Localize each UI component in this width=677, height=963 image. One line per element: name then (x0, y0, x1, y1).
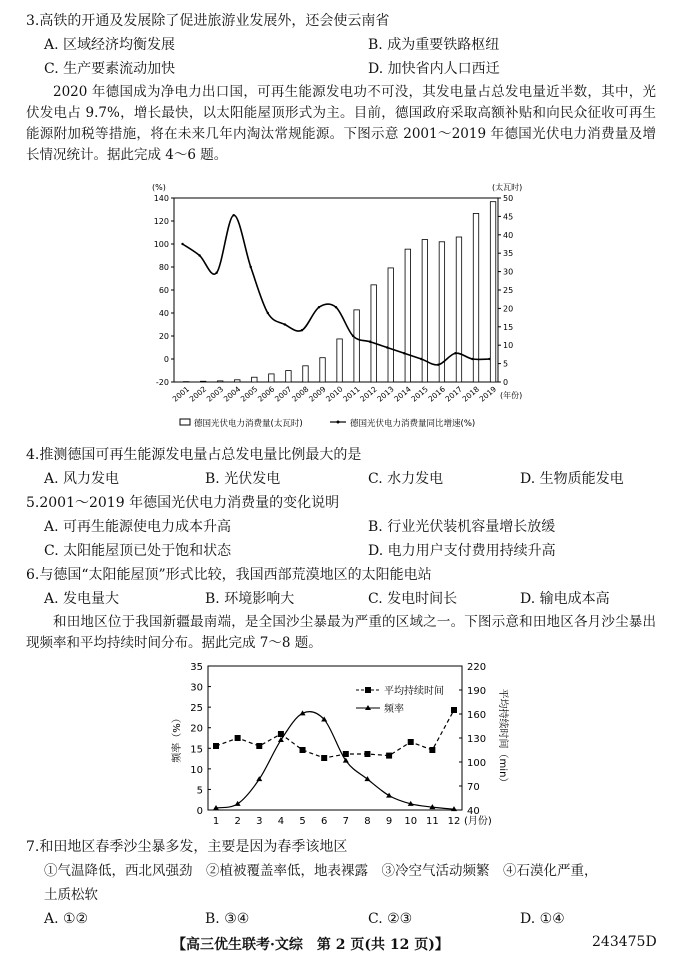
right-tick-label: 0 (503, 378, 509, 387)
x-tick-label: 2018 (460, 384, 482, 404)
right-tick-label: 20 (503, 304, 514, 314)
x-tick-label: 3 (256, 816, 263, 827)
left-tick-label: 0 (163, 355, 169, 364)
x-tick-label: 2016 (426, 384, 447, 404)
q3-stem: 3.高铁的开通及发展除了促进旅游业发展外，还会使云南省 (26, 13, 390, 29)
bar-2018 (473, 213, 478, 382)
q7-choices-line2: 土质松软 (44, 887, 98, 903)
left-tick-label: 120 (153, 217, 169, 226)
left-tick-label: 10 (190, 764, 203, 776)
bar-2002 (200, 381, 205, 382)
x-tick-label: 2005 (238, 384, 260, 404)
x-tick-label: 2007 (273, 384, 294, 404)
right-tick-label: 190 (467, 686, 487, 697)
x-tick-label: 2 (234, 816, 241, 827)
x-tick-label: 2010 (324, 384, 345, 404)
left-tick-label: 20 (158, 332, 169, 341)
q6-stem: 6.与德国“太阳能屋顶”形式比较，我国西部荒漠地区的太阳能电站 (26, 567, 432, 583)
right-tick-label: 40 (467, 806, 480, 817)
left-tick-label: 30 (190, 682, 203, 694)
x-tick-label: 2002 (187, 384, 209, 404)
q6-option-b: B. 环境影响大 (205, 591, 295, 607)
x-tick-label: 2017 (443, 384, 464, 404)
duration-point-5 (300, 747, 306, 753)
x-tick-label: 8 (364, 816, 371, 827)
q7-option-d: D. ①④ (520, 911, 565, 927)
passage-1: 2020 年德国成为净电力出口国，可再生能源发电功不可没，其发电量占总发电量近半数，其中，光伏发电占 9.7%，增长最快，以太阳能屋顶形式为主。目前，德国政府采取高额补贴和向民众征收可再生能源附加税等措施，将在未来几年内淘汰常规能源。下图示意 2001～2019 年德国光伏电力消费量及增长情况统计。据此完成 4～6 题。 (26, 84, 656, 163)
bar-2009 (320, 358, 325, 382)
x-tick-label: 2019 (477, 384, 499, 404)
bar-2019 (490, 202, 495, 382)
growth-point-2001 (181, 243, 183, 245)
x-tick-label: 4 (277, 816, 285, 827)
bar-2013 (388, 268, 393, 382)
q4-option-c: C. 水力发电 (368, 471, 444, 487)
x-tick-label: 12 (447, 816, 461, 827)
plot-frame (174, 198, 498, 382)
growth-point-2019 (488, 358, 490, 360)
right-tick-label: 40 (503, 230, 514, 240)
q7-option-c: C. ②③ (368, 911, 413, 927)
duration-point-1 (213, 743, 219, 749)
bar-2007 (286, 371, 291, 382)
q3-option-c: C. 生产要素流动加快 (44, 61, 176, 77)
right-tick-label: 45 (503, 212, 514, 222)
left-tick-label: -20 (155, 378, 169, 387)
growth-point-2010 (335, 306, 337, 308)
legend-duration-marker (365, 687, 371, 693)
x-tick-label: 7 (342, 816, 350, 827)
q3-option-d: D. 加快省内人口西迁 (368, 61, 500, 77)
duration-point-3 (256, 743, 262, 749)
q7-option-a: A. ①② (44, 911, 89, 927)
q4-option-b: B. 光伏发电 (205, 471, 281, 487)
duration-point-2 (235, 735, 241, 741)
x-tick-label: 2015 (409, 384, 430, 404)
x-tick-label: 11 (425, 816, 439, 827)
left-tick-label: 5 (196, 785, 203, 797)
frequency-line (216, 712, 454, 810)
left-tick-label: 15 (190, 744, 203, 756)
x-tick-label: 2004 (221, 384, 243, 404)
bar-2008 (303, 366, 308, 382)
left-tick-label: 25 (190, 703, 203, 715)
q7-option-b: B. ③④ (205, 911, 250, 927)
duration-point-11 (429, 747, 435, 753)
right-tick-label: 15 (503, 322, 514, 332)
q4-stem: 4.推测德国可再生能源发电量占总发电量比例最大的是 (26, 447, 362, 463)
right-tick-label: 5 (503, 359, 509, 369)
left-tick-label: 20 (190, 723, 203, 735)
legend-line-label: 德国光伏电力消费量同比增速(%) (350, 419, 476, 429)
growth-point-2012 (369, 341, 371, 343)
legend-bar-label: 德国光伏电力消费量(太瓦时) (194, 419, 303, 429)
right-tick-label: 130 (467, 734, 487, 745)
x-tick-label: 2003 (204, 384, 226, 404)
left-tick-label: 0 (196, 806, 203, 817)
legend-line-dot (337, 421, 340, 424)
bar-2014 (405, 249, 410, 382)
q5-stem: 5.2001～2019 年德国光伏电力消费量的变化说明 (26, 495, 340, 511)
x-tick-label: 2014 (392, 384, 413, 404)
x-tick-label: 2013 (375, 384, 396, 404)
right-tick-label: 160 (467, 710, 487, 721)
x-tick-label: 2009 (307, 384, 328, 404)
growth-point-2013 (386, 346, 388, 348)
legend-duration-label: 平均持续时间 (384, 686, 444, 697)
left-tick-label: 80 (158, 263, 169, 272)
growth-point-2003 (215, 272, 217, 274)
growth-point-2008 (301, 329, 303, 331)
legend-frequency-label: 频率 (384, 704, 404, 715)
x-tick-label: 9 (385, 816, 393, 827)
right-tick-label: 50 (503, 194, 514, 203)
x-tick-label: 10 (404, 816, 418, 827)
chart-pv-consumption (140, 176, 540, 436)
x-tick-label: 1 (212, 816, 220, 827)
left-tick-label: 35 (190, 662, 203, 673)
q4-option-a: A. 风力发电 (44, 471, 120, 487)
left-tick-label: 40 (158, 309, 169, 318)
duration-point-12 (451, 707, 457, 713)
q5-option-d: D. 电力用户支付费用持续升高 (368, 543, 556, 559)
duration-point-9 (386, 753, 392, 759)
left-axis-label: 频率（%） (172, 713, 183, 763)
left-tick-label: 100 (153, 240, 169, 249)
right-tick-label: 10 (503, 341, 514, 351)
growth-point-2011 (352, 335, 354, 337)
duration-point-8 (364, 751, 370, 757)
q5-option-b: B. 行业光伏装机容量增长放缓 (368, 519, 556, 535)
bar-2010 (337, 339, 342, 382)
x-tick-label: 2008 (290, 384, 311, 404)
right-tick-label: 35 (503, 249, 514, 259)
duration-line (216, 710, 454, 758)
duration-point-6 (321, 755, 327, 761)
right-axis-label: (太瓦时) (492, 183, 523, 192)
left-axis-label: (%) (152, 183, 166, 192)
x-tick-label: 2001 (170, 384, 192, 404)
q5-option-c: C. 太阳能屋顶已处于饱和状态 (44, 543, 232, 559)
passage-2: 和田地区位于我国新疆最南端，是全国沙尘暴最为严重的区域之一。下图示意和田地区各月沙尘暴出现频率和平均持续时间分布。据此完成 7～8 题。 (26, 614, 656, 651)
growth-point-2002 (198, 254, 200, 256)
growth-point-2017 (454, 352, 456, 354)
right-tick-label: 220 (467, 662, 487, 673)
bar-2006 (269, 374, 274, 382)
bar-2011 (354, 310, 359, 382)
q7-stem: 7.和田地区春季沙尘暴多发，主要是因为春季该地区 (26, 839, 348, 855)
right-tick-label: 70 (467, 782, 480, 793)
growth-point-2007 (284, 323, 286, 325)
growth-point-2016 (437, 364, 439, 366)
frequency-point-9 (386, 793, 392, 798)
growth-point-2009 (318, 306, 320, 308)
q6-option-c: C. 发电时间长 (368, 591, 458, 607)
q3-option-b: B. 成为重要铁路枢纽 (368, 37, 500, 53)
footer-code: 243475D (592, 934, 657, 950)
x-tick-label: 2006 (255, 384, 277, 404)
x-tick-label: 5 (299, 816, 306, 827)
bar-2004 (235, 380, 240, 382)
q3-option-a: A. 区域经济均衡发展 (44, 37, 176, 53)
growth-point-2006 (267, 312, 269, 314)
right-tick-label: 30 (503, 267, 514, 277)
q4-option-d: D. 生物质能发电 (520, 471, 624, 487)
q6-option-a: A. 发电量大 (44, 591, 120, 607)
left-tick-label: 60 (158, 286, 169, 295)
growth-point-2018 (471, 358, 473, 360)
x-tick-label: 2012 (358, 384, 379, 404)
growth-point-2004 (232, 214, 234, 216)
footer-page-info: 【高三优生联考·文综 第 2 页(共 12 页)】 (172, 937, 449, 953)
x-axis-label: (年份) (500, 391, 523, 400)
chart-sandstorm (160, 660, 520, 832)
legend-bar-swatch (180, 419, 190, 425)
growth-point-2015 (420, 358, 422, 360)
left-tick-label: 140 (153, 194, 169, 203)
bar-2017 (456, 237, 461, 382)
growth-point-2014 (403, 352, 405, 354)
q7-choices-line1: ①气温降低，西北风强劲 ②植被覆盖率低，地表裸露 ③冷空气活动频繁 ④石漠化严重， (44, 863, 598, 879)
x-axis-label: (月份) (464, 816, 492, 827)
bar-2012 (371, 285, 376, 382)
q5-option-a: A. 可再生能源使电力成本升高 (44, 519, 232, 535)
q6-option-d: D. 输电成本高 (520, 591, 610, 607)
duration-point-10 (408, 739, 414, 745)
x-tick-label: 6 (320, 816, 328, 827)
x-tick-label: 2011 (341, 384, 362, 404)
right-tick-label: 100 (467, 758, 487, 769)
bar-2003 (217, 381, 222, 382)
bar-2005 (252, 377, 257, 382)
right-tick-label: 25 (503, 286, 514, 295)
right-axis-label: 平均持续时间（min） (497, 688, 508, 788)
growth-point-2005 (250, 266, 252, 268)
